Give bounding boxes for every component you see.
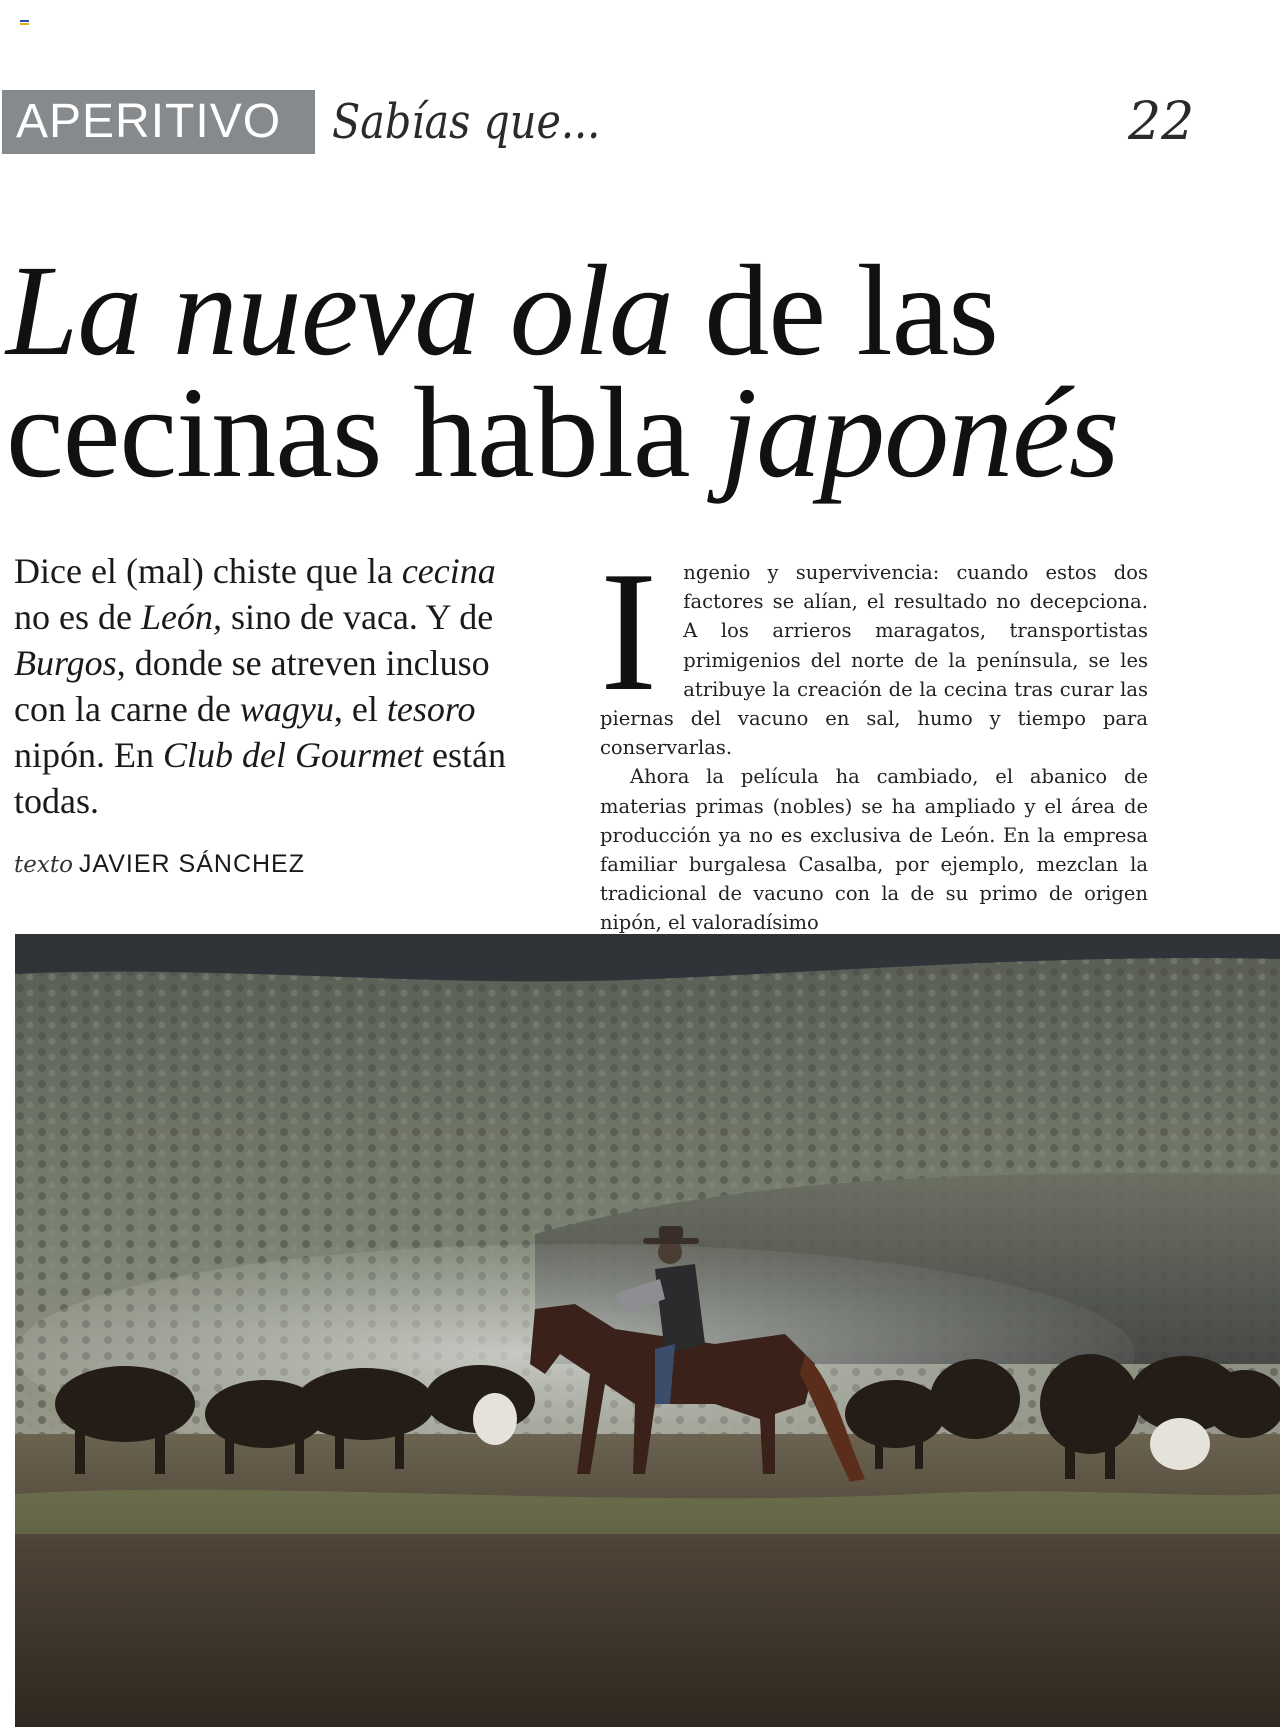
standfirst-text: están todas. <box>14 735 506 821</box>
headline-line-1 <box>6 239 1206 383</box>
body-paragraph-1: ngenio y supervivencia: cuando estos dos factores se alían, el resultado no decepciona. A los arrieros maragatos, transportistas primigenios del norte de la península, se les atribuye la creación de la cecina tras curar las piernas del vacuno en sal, humo y tiempo para conservarlas. <box>600 561 1148 760</box>
headline-regular-1: de las <box>672 239 998 383</box>
standfirst-emphasis: Club del Gourmet <box>163 735 423 775</box>
standfirst-text: Dice el (mal) chiste que la <box>14 551 402 591</box>
standfirst-emphasis: cecina <box>401 551 496 591</box>
headline-line-2 <box>6 361 1206 505</box>
byline-prefix: texto <box>14 852 73 878</box>
standfirst-emphasis: León, <box>140 597 222 637</box>
byline <box>14 850 305 879</box>
standfirst-text: no es de <box>14 597 141 637</box>
headline-italic-1: La nueva ola <box>6 239 673 383</box>
section-badge <box>2 90 315 154</box>
corner-mark-icon <box>20 20 29 26</box>
section-label: APERITIVO <box>16 95 282 148</box>
body-paragraph-2: Ahora la película ha cambiado, el abanico de materias primas (nobles) se ha ampliado y el área de producción ya no es exclusiva de León. En la empresa familiar burgalesa Casalba, por ejemplo, mezclan la tradicional de vacuno con la de su primo de origen nipón, el valoradísimo <box>600 765 1148 935</box>
byline-author: JAVIER SÁNCHEZ <box>78 850 305 878</box>
headline-regular-2: cecinas habla <box>6 361 722 505</box>
standfirst-text: sino de vaca. Y de <box>221 597 494 637</box>
headline-italic-2: japonés <box>721 361 1119 505</box>
drop-cap: I <box>600 537 658 727</box>
headline <box>6 239 1206 505</box>
section-kicker: Sabías que... <box>332 94 601 150</box>
article-body <box>600 537 1148 938</box>
standfirst-text: nipón. En <box>14 735 163 775</box>
hero-photo <box>15 934 1280 1727</box>
standfirst-emphasis: tesoro <box>386 689 476 729</box>
standfirst-emphasis: wagyu <box>239 689 334 729</box>
standfirst-text: , donde se atreven incluso con la carne de <box>14 643 490 729</box>
cattle-drive-photo <box>15 934 1280 1727</box>
standfirst <box>14 548 514 824</box>
standfirst-emphasis: Burgos <box>14 643 117 683</box>
page-number: 22 <box>1128 92 1195 152</box>
standfirst-text: , el <box>333 689 387 729</box>
